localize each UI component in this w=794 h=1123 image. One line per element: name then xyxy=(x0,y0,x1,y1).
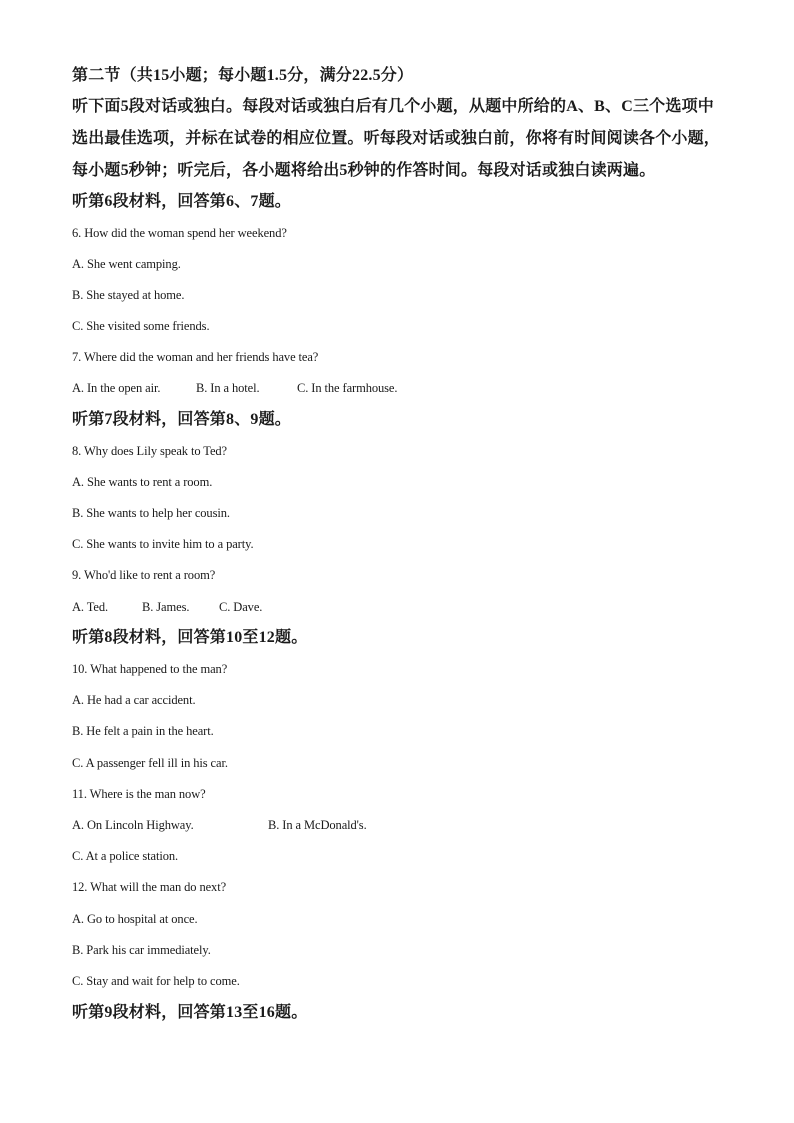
question-6-option-a: A. She went camping. xyxy=(72,257,181,271)
question-12-option-b: B. Park his car immediately. xyxy=(72,943,211,957)
question-11-options xyxy=(72,817,367,833)
instruction-line-1: 听下面5段对话或独白。每段对话或独白后有几个小题，从题中所给的A、B、C三个选项中 xyxy=(72,98,714,115)
question-12-stem: 12. What will the man do next? xyxy=(72,880,227,894)
question-12-option-a: A. Go to hospital at once. xyxy=(72,912,198,926)
question-9-option-b: B. James. xyxy=(142,600,190,614)
question-11-option-b: B. In a McDonald's. xyxy=(268,818,367,832)
question-9-options xyxy=(72,599,262,615)
question-7-stem: 7. Where did the woman and her friends have tea? xyxy=(72,350,319,364)
question-10-stem: 10. What happened to the man? xyxy=(72,662,228,676)
instruction-line-3: 每小题5秒钟；听完后，各小题将给出5秒钟的作答时间。每段对话或独白读两遍。 xyxy=(72,162,656,179)
question-7-option-b: B. In a hotel. xyxy=(196,381,260,395)
question-11-option-c: C. At a police station. xyxy=(72,849,179,863)
question-8-option-b: B. She wants to help her cousin. xyxy=(72,506,230,520)
material-6-heading: 听第6段材料，回答第6、7题。 xyxy=(72,193,292,210)
question-9-stem: 9. Who'd like to rent a room? xyxy=(72,568,216,582)
question-6-option-b: B. She stayed at home. xyxy=(72,288,185,302)
question-11-option-a: A. On Lincoln Highway. xyxy=(72,818,194,832)
question-8-option-a: A. She wants to rent a room. xyxy=(72,475,213,489)
material-7-heading: 听第7段材料，回答第8、9题。 xyxy=(72,411,292,428)
question-8-stem: 8. Why does Lily speak to Ted? xyxy=(72,444,228,458)
question-9-option-c: C. Dave. xyxy=(219,600,263,614)
question-7-option-a: A. In the open air. xyxy=(72,381,161,395)
material-8-heading: 听第8段材料，回答第10至12题。 xyxy=(72,629,308,646)
question-6-option-c: C. She visited some friends. xyxy=(72,319,210,333)
question-7-options xyxy=(72,380,397,396)
question-11-stem: 11. Where is the man now? xyxy=(72,787,206,801)
section-title: 第二节（共15小题；每小题1.5分，满分22.5分） xyxy=(72,67,414,84)
question-10-option-a: A. He had a car accident. xyxy=(72,693,196,707)
question-6-stem: 6. How did the woman spend her weekend? xyxy=(72,226,287,240)
question-10-option-c: C. A passenger fell ill in his car. xyxy=(72,756,228,770)
question-7-option-c: C. In the farmhouse. xyxy=(297,381,398,395)
question-8-option-c: C. She wants to invite him to a party. xyxy=(72,537,254,551)
material-9-heading: 听第9段材料，回答第13至16题。 xyxy=(72,1004,308,1021)
question-9-option-a: A. Ted. xyxy=(72,600,109,614)
question-10-option-b: B. He felt a pain in the heart. xyxy=(72,724,214,738)
instruction-line-2: 选出最佳选项，并标在试卷的相应位置。听每段对话或独白前，你将有时间阅读各个小题， xyxy=(72,130,721,147)
question-12-option-c: C. Stay and wait for help to come. xyxy=(72,974,240,988)
